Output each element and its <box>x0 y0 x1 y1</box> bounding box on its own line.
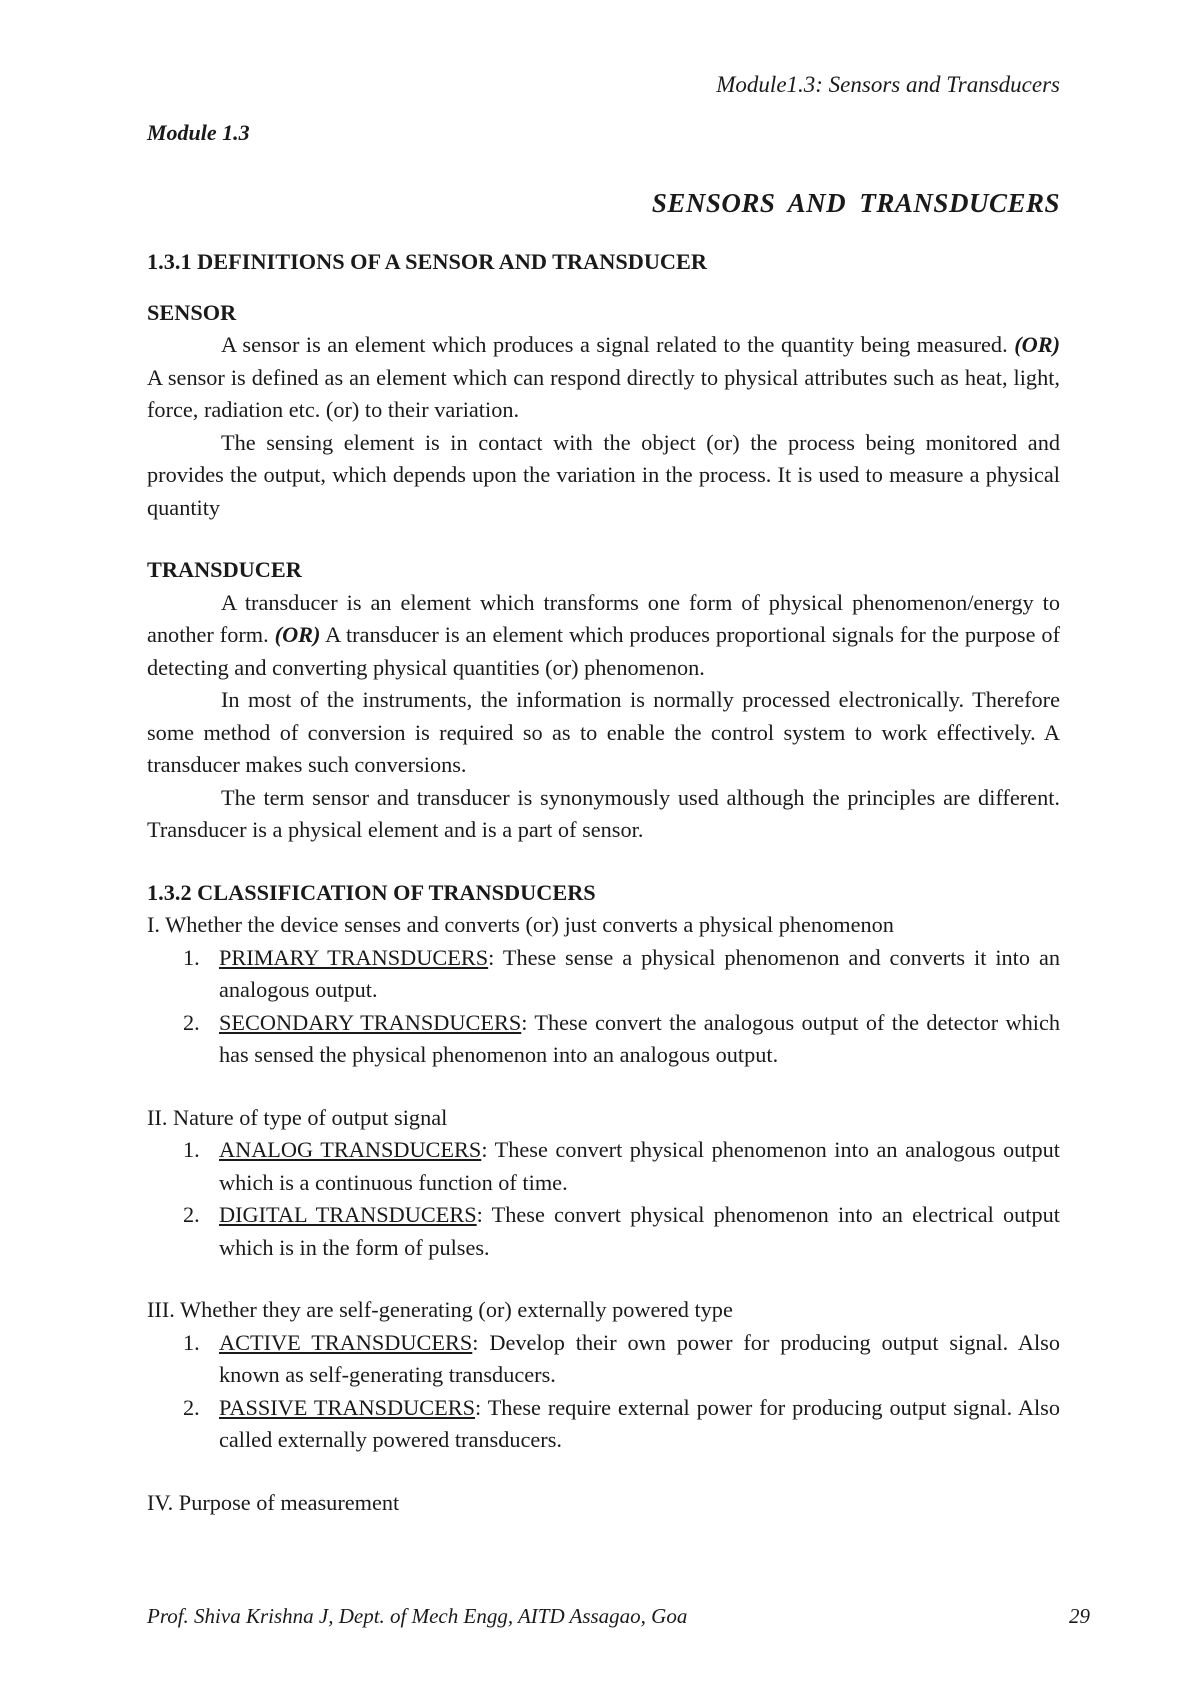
module-label: Module 1.3 <box>147 120 250 145</box>
list-item-term: PASSIVE TRANSDUCERS <box>219 1394 475 1420</box>
list-item-description: : These convert physical phenomenon into an electrical output which is in the form of pulses. <box>219 1202 1060 1260</box>
list-item <box>147 1007 1060 1072</box>
sensor-paragraph-2: The sensing element is in contact with the object (or) the process being monitored and provides the output, which depends upon the variation in the process. It is used to measure a physical quantity <box>147 429 1060 520</box>
list-item <box>147 1392 1060 1457</box>
list-item-description: : These require external power for producing output signal. Also called externally powered transducers. <box>219 1394 1061 1452</box>
page-title: SENSORS AND TRANSDUCERS <box>651 188 1060 218</box>
footer-author: Prof. Shiva Krishna J, Dept. of Mech Engg, AITD Assagao, Goa <box>147 1604 688 1628</box>
transducer-definition-alt-text: A transducer is an element which produces proportional signals for the purpose of detecting and converting physical quantities (or) phenomenon. <box>147 622 1060 680</box>
list-item-description: : These sense a physical phenomenon and converts it into an analogous output. <box>219 944 1060 1002</box>
sensor-definition-text: A sensor is an element which produces a signal related to the quantity being measured. <box>221 332 1008 357</box>
sensor-definition-paragraph <box>147 329 1060 427</box>
list-item-term: ANALOG TRANSDUCERS <box>219 1137 482 1162</box>
or-marker: (OR) <box>274 622 321 647</box>
list-item-number: 2. <box>183 1202 200 1227</box>
classification-list <box>147 1327 1060 1457</box>
list-item-number: 2. <box>183 1009 200 1035</box>
classification-group <box>147 909 1060 1072</box>
list-item-term: SECONDARY TRANSDUCERS <box>219 1009 522 1035</box>
classification-group-label: II. Nature of type of output signal <box>147 1104 448 1130</box>
sensor-definition-alt-text: A sensor is defined as an element which can respond directly to physical attributes such as heat, light, force, radiation etc. (or) to their variation. <box>147 364 1060 422</box>
classification-group <box>147 1487 1060 1520</box>
list-item <box>147 942 1060 1007</box>
classification-group-label: IV. Purpose of measurement <box>147 1489 400 1515</box>
transducer-paragraph-2: In most of the instruments, the information is normally processed electronically. Therefore some method of conversion is required so as to enable the control system to work effectively. A transducer makes such conversions. <box>147 687 1060 777</box>
classification-group-label: I. Whether the device senses and converts (or) just converts a physical phenomenon <box>147 912 894 937</box>
list-item-description: : Develop their own power for producing output signal. Also known as self-generating transducers. <box>219 1329 1060 1387</box>
list-item-number: 1. <box>183 944 200 970</box>
transducer-heading: TRANSDUCER <box>147 557 302 582</box>
classification-group <box>147 1102 1060 1265</box>
list-item <box>147 1327 1060 1392</box>
list-item-description: : These convert physical phenomenon into an analogous output which is a continuous function of time. <box>219 1137 1060 1195</box>
page-number: 29 <box>1069 1604 1090 1628</box>
list-item-term: ACTIVE TRANSDUCERS <box>219 1329 473 1355</box>
list-item <box>147 1134 1060 1199</box>
or-marker: (OR) <box>1014 332 1061 357</box>
classification-group-label: III. Whether they are self-generating (or) externally powered type <box>147 1297 733 1322</box>
transducer-paragraph-3: The term sensor and transducer is synonymously used although the principles are different. Transducer is a physical element and is a part of sensor. <box>147 784 1060 842</box>
list-item-description: : These convert the analogous output of the detector which has sensed the physical phenomenon into an analogous output. <box>219 1009 1060 1067</box>
section-heading-classification: 1.3.2 CLASSIFICATION OF TRANSDUCERS <box>147 879 596 905</box>
classification-group <box>147 1294 1060 1457</box>
list-item-number: 1. <box>183 1329 200 1355</box>
list-item-number: 2. <box>183 1394 200 1420</box>
list-item-term: PRIMARY TRANSDUCERS <box>219 944 489 970</box>
sensor-heading: SENSOR <box>147 299 237 325</box>
running-header: Module1.3: Sensors and Transducers <box>716 72 1060 97</box>
transducer-definition-text: A transducer is an element which transforms one form of physical phenomenon/energy to another form. <box>147 589 1060 647</box>
classification-list <box>147 1134 1060 1264</box>
list-item <box>147 1199 1060 1264</box>
classification-list <box>147 942 1060 1072</box>
document-body <box>147 246 1060 1519</box>
transducer-definition-paragraph <box>147 587 1060 685</box>
list-item-number: 1. <box>183 1137 200 1162</box>
list-item-term: DIGITAL TRANSDUCERS <box>219 1202 477 1227</box>
section-heading-definitions: 1.3.1 DEFINITIONS OF A SENSOR AND TRANSDUCER <box>147 249 708 274</box>
